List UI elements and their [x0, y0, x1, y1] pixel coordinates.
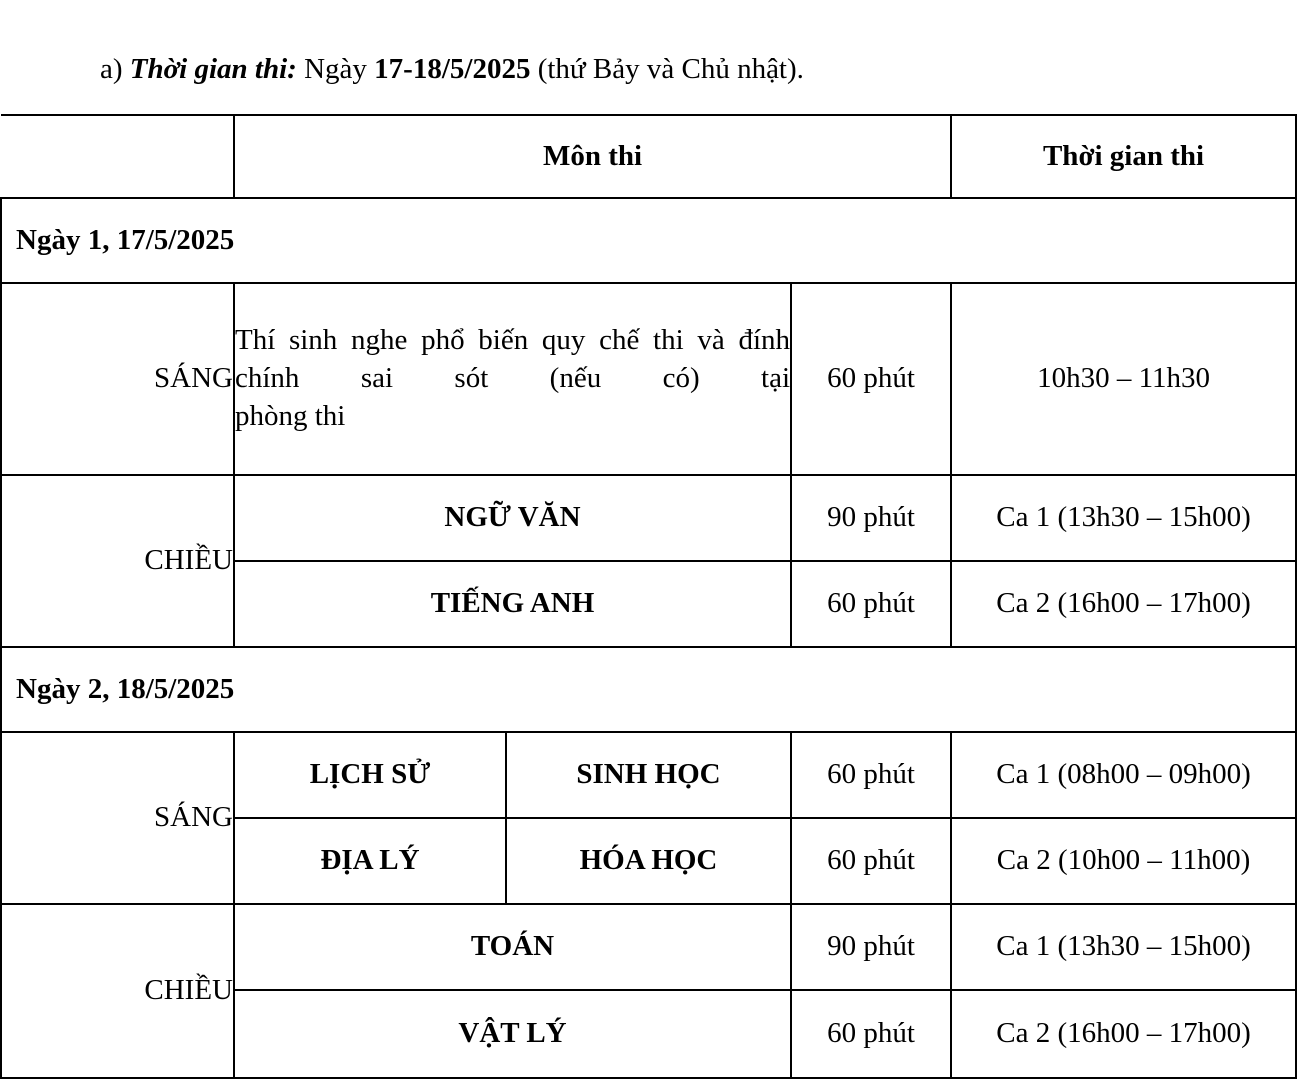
intro-paragraph: [0, 29, 1306, 87]
day-banner-row: [1, 647, 1296, 732]
notice-line-3: phòng thi: [235, 399, 346, 432]
time-cell: Ca 1 (08h00 – 09h00): [951, 732, 1296, 818]
header-subject-cell: Môn thi: [234, 115, 951, 198]
session-label-sang-day1: SÁNG: [1, 283, 234, 475]
duration-cell: 90 phút: [791, 475, 951, 561]
day-banner-row: [1, 198, 1296, 283]
document-page: [0, 29, 1306, 1073]
session-label-sang-day2: SÁNG: [1, 732, 234, 904]
subject-cell: TOÁN: [234, 904, 791, 990]
intro-marker: a): [100, 53, 123, 85]
table-row: [1, 904, 1296, 990]
duration-cell: 60 phút: [791, 561, 951, 647]
intro-text-before: Ngày: [296, 53, 375, 85]
subject-cell-a: LỊCH SỬ: [234, 732, 506, 818]
intro-dates: 17-18/5/2025: [374, 53, 531, 85]
subject-cell: TIẾNG ANH: [234, 561, 791, 647]
intro-text-after: (thứ Bảy và Chủ nhật).: [530, 53, 804, 85]
subject-cell: NGỮ VĂN: [234, 475, 791, 561]
time-cell: Ca 1 (13h30 – 15h00): [951, 475, 1296, 561]
notice-cell-day1: [234, 283, 791, 475]
duration-cell: 60 phút: [791, 818, 951, 904]
day2-banner: Ngày 2, 18/5/2025: [1, 647, 1296, 732]
intro-italic-label: Thời gian thi:: [129, 53, 297, 85]
table-row: [1, 283, 1296, 475]
duration-cell: 60 phút: [791, 732, 951, 818]
subject-cell-a: ĐỊA LÝ: [234, 818, 506, 904]
time-cell: Ca 2 (10h00 – 11h00): [951, 818, 1296, 904]
subject-cell-b: HÓA HỌC: [506, 818, 791, 904]
exam-schedule-table: [0, 114, 1297, 1079]
duration-cell: 60 phút: [791, 283, 951, 475]
session-label-chieu-day2: CHIỀU: [1, 904, 234, 1078]
time-cell: 10h30 – 11h30: [951, 283, 1296, 475]
subject-cell-b: SINH HỌC: [506, 732, 791, 818]
notice-line-2: và đính chính sai sót (nếu có) tại: [235, 324, 791, 395]
table-header-row: [1, 115, 1296, 198]
subject-cell: VẬT LÝ: [234, 990, 791, 1078]
time-cell: Ca 1 (13h30 – 15h00): [951, 904, 1296, 990]
session-label-chieu-day1: CHIỀU: [1, 475, 234, 647]
duration-cell: 60 phút: [791, 990, 951, 1078]
table-row: [1, 732, 1296, 818]
header-session-cell: [1, 115, 234, 198]
notice-line-1: Thí sinh nghe phổ biến quy chế thi: [235, 324, 684, 357]
duration-cell: 90 phút: [791, 904, 951, 990]
day1-banner: Ngày 1, 17/5/2025: [1, 198, 1296, 283]
time-cell: Ca 2 (16h00 – 17h00): [951, 561, 1296, 647]
time-cell: Ca 2 (16h00 – 17h00): [951, 990, 1296, 1078]
header-time-cell: Thời gian thi: [951, 115, 1296, 198]
table-row: [1, 475, 1296, 561]
